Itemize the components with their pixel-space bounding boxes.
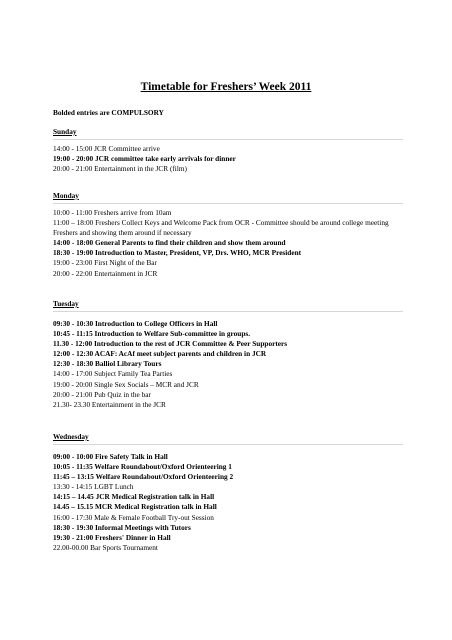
timetable-entry: 20:00 - 22:00 Entertainment in JCR	[53, 268, 158, 278]
section-heading-sunday: Sunday	[53, 127, 77, 136]
timetable-entry: 14.45 – 15.15 MCR Medical Registration talk in Hall	[53, 502, 217, 512]
timetable-entry: 14:15 – 14.45 JCR Medical Registration talk in Hall	[53, 492, 215, 502]
entry-list-monday	[53, 208, 413, 279]
timetable-entry: 13:30 - 14:15 LGBT Lunch	[53, 482, 134, 492]
entry-list-tuesday	[53, 319, 413, 410]
timetable-entry: 20:00 - 21:00 Pub Quiz in the bar	[53, 389, 151, 399]
timetable-entry: 22.00-00.00 Bar Sports Tournament	[53, 542, 158, 552]
timetable-entry: 19:00 - 20:00 Single Sex Socials – MCR and JCR	[53, 379, 199, 389]
section-divider	[53, 139, 403, 140]
page-title: Timetable for Freshers’ Week 2011	[140, 81, 312, 93]
timetable-entry: 14:00 - 18:00 General Parents to find their children and show them around	[53, 238, 286, 248]
timetable-entry: 18:30 - 19:30 Informal Meetings with Tutors	[53, 522, 191, 532]
section-divider	[53, 311, 403, 312]
section-heading-monday: Monday	[53, 191, 79, 200]
timetable-entry: 10:45 - 11:15 Introduction to Welfare Sub-committee in groups.	[53, 329, 251, 339]
timetable-entry: 11:00 – 18:00 Freshers Collect Keys and Welcome Pack from OCR - Committee should be around college meeting Freshers and showing them around if necessary	[53, 218, 389, 238]
timetable-entry: 16:00 - 17:30 Male & Female Football Try-out Session	[53, 512, 214, 522]
section-divider	[53, 203, 403, 204]
timetable-entry: 10:00 - 11:00 Freshers arrive from 10am	[53, 208, 172, 217]
timetable-entry: 12:00 - 12:30 ACAF: AcAf meet subject parents and children in JCR	[53, 349, 267, 359]
timetable-entry: 18:30 - 19:00 Introduction to Master, President, VP, Drs. WHO, MCR President	[53, 248, 302, 258]
timetable-entry: 14:00 - 17:00 Subject Family Tea Parties	[53, 369, 173, 379]
section-heading-tuesday: Tuesday	[53, 299, 79, 308]
timetable-entry: 21.30- 23.30 Entertainment in the JCR	[53, 399, 166, 409]
timetable-entry: 19:00 - 20:00 JCR committee take early arrivals for dinner	[53, 154, 236, 164]
compulsory-note: Bolded entries are COMPULSORY	[53, 108, 164, 117]
timetable-entry: 10:05 - 11:35 Welfare Roundabout/Oxford Orienteering 1	[53, 462, 232, 472]
timetable-entry: 19:00 - 23:00 First Night of the Bar	[53, 258, 157, 268]
timetable-entry: 09:30 - 10:30 Introduction to College Officers in Hall	[53, 319, 218, 328]
timetable-entry: 19:30 - 21:00 Freshers' Dinner in Hall	[53, 532, 171, 542]
timetable-entry: 11:45 – 13:15 Welfare Roundabout/Oxford Orienteering 2	[53, 472, 234, 482]
section-divider	[53, 444, 403, 445]
entry-list-wednesday	[53, 452, 413, 553]
timetable-entry: 20:00 - 21:00 Entertainment in the JCR (film)	[53, 164, 187, 174]
timetable-entry: 09:00 - 10:00 Fire Safety Talk in Hall	[53, 452, 168, 461]
timetable-entry: 14:00 - 15:00 JCR Committee arrive	[53, 144, 160, 153]
section-heading-wednesday: Wednesday	[53, 432, 89, 441]
timetable-entry: 11.30 - 12:00 Introduction to the rest of JCR Committee & Peer Supporters	[53, 339, 288, 349]
timetable-entry: 12:30 - 18:30 Balliol Library Tours	[53, 359, 162, 369]
entry-list-sunday	[53, 144, 413, 174]
